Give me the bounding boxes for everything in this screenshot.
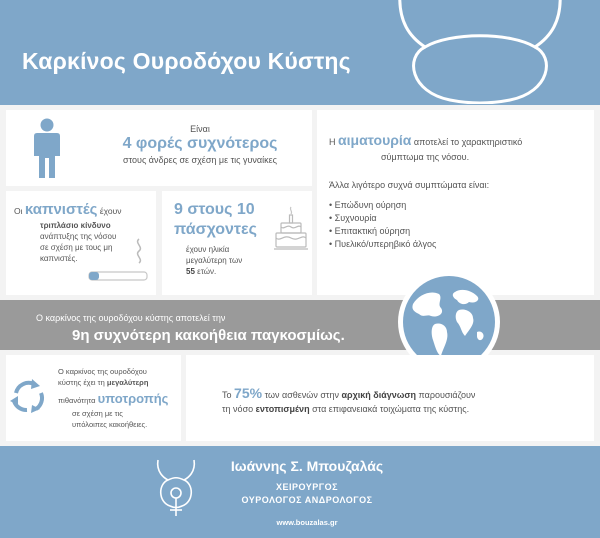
diagnosis-l2-post: στα επιφανειακά τοιχώματα της κύστης. xyxy=(312,404,470,414)
page-title: Καρκίνος Ουροδόχου Κύστης xyxy=(22,48,351,74)
men-stat-block xyxy=(90,124,310,165)
recurrence-line2-bold: μεγαλύτερη xyxy=(106,378,149,387)
symptoms-line2: σύμπτωμα της νόσου. xyxy=(381,152,470,162)
card-diagnosis xyxy=(186,355,594,441)
diagnosis-line1 xyxy=(222,385,475,401)
diagnosis-mid: των ασθενών στην xyxy=(264,390,339,400)
recurrence-line5: υπόλοιπες κακοήθειες. xyxy=(72,420,148,429)
smokers-prefix: Οι xyxy=(14,206,23,216)
age-big2: πάσχοντες xyxy=(174,221,257,238)
smokers-suffix: έχουν xyxy=(99,206,122,216)
list-item: • Συχνουρία xyxy=(329,213,377,223)
doctor-title1: ΧΕΙΡΟΥΡΓΟΣ xyxy=(275,482,339,492)
diagnosis-highlight: 75% xyxy=(234,385,263,401)
smokers-line4: σε σχέση με τους μη xyxy=(40,243,113,252)
doctor-logo-icon xyxy=(150,458,202,518)
recycle-arrows-icon xyxy=(10,379,46,415)
recurrence-line2 xyxy=(58,378,148,387)
men-stat-post: στους άνδρες σε σχέση με τις γυναίκες xyxy=(123,155,277,165)
men-stat-highlight: 4 φορές συχνότερος xyxy=(122,135,278,152)
smokers-line3: ανάπτυξης της νόσου xyxy=(40,232,117,241)
diagnosis-line2 xyxy=(222,404,469,414)
age-small1: έχουν ηλικία xyxy=(186,245,230,254)
website-link[interactable]: www.bouzalas.gr xyxy=(276,518,338,527)
card-smokers xyxy=(6,191,156,295)
age-small2: μεγαλύτερη των xyxy=(186,256,243,265)
person-icon xyxy=(32,118,62,180)
diagnosis-l2-bold: εντοπισμένη xyxy=(255,404,310,414)
smokers-line5: καπνιστές. xyxy=(40,254,78,263)
smokers-headline xyxy=(14,201,122,218)
card-men-vs-women xyxy=(6,110,312,186)
age-number: 55 xyxy=(186,267,195,276)
age-unit: ετών. xyxy=(197,267,217,276)
recurrence-line3-pre: πιθανότητα xyxy=(58,396,96,405)
doctor-name: Ιωάννης Σ. Μπουζαλάς xyxy=(230,458,384,474)
men-stat-pre: Είναι xyxy=(190,124,210,134)
bladder-outline-icon xyxy=(380,0,580,104)
symptoms-list xyxy=(329,200,436,252)
card-recurrence xyxy=(6,355,181,441)
list-item: • Επώδυνη ούρηση xyxy=(329,200,407,210)
doctor-title2: ΟΥΡΟΛΟΓΟΣ ΑΝΔΡΟΛΟΓΟΣ xyxy=(241,495,373,505)
diagnosis-pre: Το xyxy=(222,390,232,400)
recurrence-highlight: υποτροπής xyxy=(97,391,169,406)
diagnosis-l2-pre: τη νόσο xyxy=(222,404,254,414)
diagnosis-post1: παρουσιάζουν xyxy=(418,390,476,400)
smoke-icon xyxy=(132,237,146,265)
cake-icon xyxy=(274,205,308,253)
age-big1: 9 στους 10 xyxy=(174,201,255,218)
age-small3 xyxy=(186,267,216,276)
list-item: • Επιτακτική ούρηση xyxy=(329,226,411,236)
recurrence-line4: σε σχέση με τις xyxy=(72,409,123,418)
band-line2: 9η συχνότερη κακοήθεια παγκοσμίως. xyxy=(72,327,345,344)
list-item: • Πυελικό/υπερηβικό άλγος xyxy=(329,239,437,249)
symptoms-highlight: αιματουρία xyxy=(338,132,412,148)
smokers-highlight: καπνιστές xyxy=(24,201,98,218)
header-banner xyxy=(0,0,600,105)
symptoms-suffix: αποτελεί το χαρακτηριστικό xyxy=(413,137,523,147)
diagnosis-bold1: αρχική διάγνωση xyxy=(341,390,417,400)
symptoms-intro: Άλλα λιγότερο συχνά συμπτώματα είναι: xyxy=(329,180,490,190)
card-age xyxy=(162,191,312,295)
cigarette-icon xyxy=(88,271,148,281)
card-symptoms xyxy=(317,110,594,295)
smokers-line2: τριπλάσιο κίνδυνο xyxy=(40,221,111,230)
recurrence-line2-pre: κύστης έχει τη xyxy=(58,378,105,387)
symptoms-prefix: Η xyxy=(329,137,336,147)
band-line1: Ο καρκίνος της ουροδόχου κύστης αποτελεί την xyxy=(36,313,226,323)
recurrence-line1: Ο καρκίνος της ουροδόχου xyxy=(58,367,147,376)
symptoms-headline xyxy=(329,132,522,148)
recurrence-line3 xyxy=(58,391,168,406)
